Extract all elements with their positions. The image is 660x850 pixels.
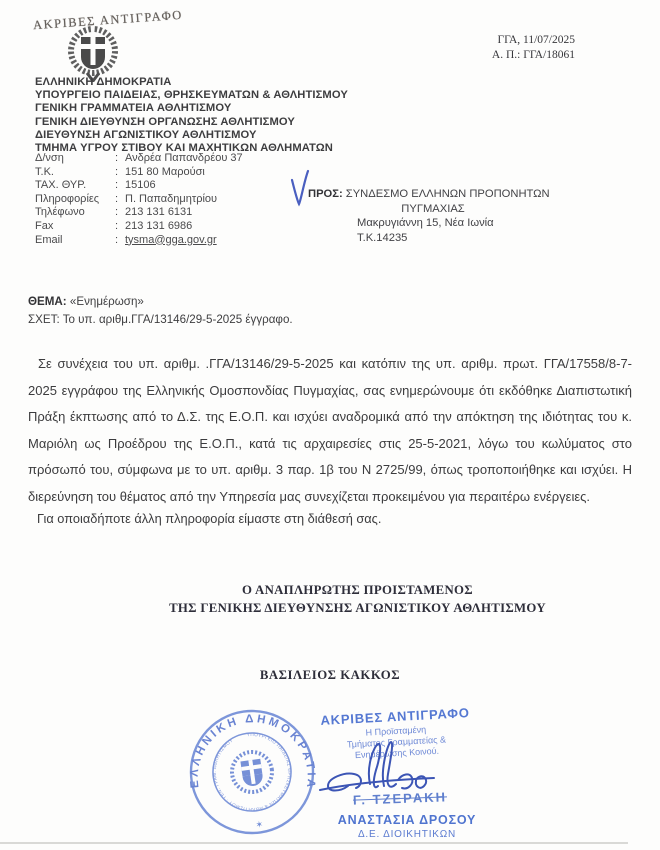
contact-row-postcode [35,166,243,180]
subject-line [28,295,144,308]
seal-star: ✶ [254,819,264,830]
contact-value: Ανδρέα Παπανδρέου 37 [125,152,243,164]
recipient-address: Μακρυγιάννη 15, Νέα Ιωνία [357,217,494,229]
recipient-postal-code: Τ.Κ.14235 [357,231,408,244]
contact-colon: : [115,206,119,219]
header-line: ΓΕΝΙΚΗ ΓΡΑΜΜΑΤΕΙΑ ΑΘΛΗΤΙΣΜΟΥ [35,102,232,115]
body-paragraph: Σε συνέχεια του υπ. αριθμ. .ΓΓΑ/13146/29-5-2025 και κατόπιν της υπ. αριθμ. πρωτ. ΓΓΑ/17558/8-7-2025 εγγράφου της Ελληνικής Ομοσπονδίας Πυγμαχίας, σας ενημερώνουμε ότι εκδόθηκε Διαπιστωτική Πράξη έκπτωσης από το Δ.Σ. της Ε.Ο.Π. και ισχύει αναδρομικά από την απόκτηση της ιδιότητας του κ. Μαριόλη ως Προέδρου της Ε.Ο.Π., κατά τις αρχαιρεσίες στις 25-5-2021, λόγω του κωλύματος στο πρόσωπό του, σύμφωνα με το υπ. αριθμ. 3 παρ. 1β του Ν 2725/99, όπως τροποποιήθηκε και ισχύει. Η διερεύνηση του θέματος από την Υπηρεσία μας συνεχίζεται προκειμένου για περαιτέρω ενέργειες. [28,356,632,504]
certified-copy-imprint: ΑΚΡΙΒΕΣ ΑΝΤΙΓΡΑΦΟ [32,7,184,33]
certification-heading: ΑΚΡΙΒΕΣ ΑΝΤΙΓΡΑΦΟ [320,705,471,728]
contact-value: 151 80 Μαρούσι [125,165,205,178]
seal-inner-text: ΥΠΟΥΡΓΕΙΟ ΠΑΙΔΕΙΑΣ ΘΡΗΣΚΕΥΜΑΤΩΝ & ΑΘΛΗΤΙΣΜΟΥ · ΓΕΝ. ΓΡΑΜ. ΑΘΛΗΤΙΣΜΟΥ [211,731,292,813]
contact-label: Πληροφορίες [35,192,100,205]
certification-line1: Η Προϊσταμένη [365,724,427,738]
contact-row-information [35,193,243,207]
contact-colon: : [115,152,119,164]
certifying-officer-role: Δ.Ε. ΔΙΟΙΚΗΤΙΚΩΝ [357,829,457,840]
signatory-title-line2: ΤΗΣ ΓΕΝΙΚΗΣ ΔΙΕΥΘΥΝΣΗΣ ΑΓΩΝΙΣΤΙΚΟΥ ΑΘΛΗΤΙΣΜΟΥ [169,600,546,615]
reference-label: ΣΧΕΤ: [28,313,60,326]
header-line: ΔΙΕΥΘΥΝΣΗ ΑΓΩΝΙΣΤΙΚΟΥ ΑΘΛΗΤΙΣΜΟΥ [35,128,257,141]
contact-value: Π. Παπαδημητρίου [125,192,218,205]
contact-colon: : [115,192,119,205]
contact-colon: : [115,219,119,232]
contact-label: Τηλέφωνο [35,206,85,219]
recipient-label: ΠΡΟΣ: [308,188,343,200]
seal-outer-text: ΕΛΛΗΝΙΚΗ ΔΗΜΟΚΡΑΤΙΑ [188,713,317,791]
recipient-name-line2: ΠΥΓΜΑΧΙΑΣ [401,202,465,215]
subject-text: «Ενημέρωση» [69,295,144,308]
signatory-title [80,582,635,617]
contact-value: 15106 [125,179,156,192]
contact-row-telephone [35,206,243,220]
crossed-out-name: Γ. ΤΖΕΡΑΚΗ [352,789,448,808]
signatory-name: ΒΑΣΙΛΕΙΟΣ ΚΑΚΚΟΣ [259,668,401,682]
certifying-officer-block [312,813,502,840]
recipient-line [308,188,558,200]
contact-value: 213 131 6986 [125,219,193,232]
email-link[interactable]: tysma@gga.gov.gr [125,233,217,246]
contact-label: Fax [35,219,54,232]
contact-row-fax [35,220,243,234]
contact-label: Δ/νση [35,152,64,164]
signatory-title-line1: Ο ΑΝΑΠΛΗΡΩΤΗΣ ΠΡΟΙΣΤΑΜΕΝΟΣ [242,583,473,597]
contact-colon: : [115,233,119,246]
certifying-officer-name: ΑΝΑΣΤΑΣΙΑ ΔΡΟΣΟΥ [337,813,477,827]
reference-text: Το υπ. αριθμ.ΓΓΑ/13146/29-5-2025 έγγραφο. [62,313,293,326]
greek-national-emblem-icon [60,24,126,82]
recipient-block [308,188,558,244]
header-line: ΓΕΝΙΚΗ ΔΙΕΥΘΥΝΣΗ ΟΡΓΑΝΩΣΗΣ ΑΘΛΗΤΙΣΜΟΥ [35,115,295,128]
protocol-number: Α. Π.: ΓΓΑ/18061 [491,49,575,61]
contact-colon: : [115,179,119,192]
certification-line3: Ενημέρωσης Κοινού. [354,745,440,761]
certification-line2: Τμήματος Γραμματείας & [346,734,447,750]
contact-label: Τ.Κ. [35,165,54,178]
contact-value: 213 131 6131 [125,206,193,219]
header-line: ΤΜΗΜΑ ΥΓΡΟΥ ΣΤΙΒΟΥ ΚΑΙ ΜΑΧΗΤΙΚΩΝ ΑΘΛΗΜΑΤΩΝ [35,142,333,155]
contact-label: ΤΑΧ. ΘΥΡ. [35,179,87,192]
date-protocol-block [430,33,575,63]
agency-header [35,76,348,155]
reference-line [28,313,293,326]
closing-paragraph: Για οποιαδήποτε άλλη πληροφορία είμαστε στη διάθεσή σας. [37,511,382,526]
contact-info-block [35,152,243,247]
scan-edge-line [0,842,628,844]
subject-label: ΘΕΜΑ: [28,295,67,308]
contact-row-email [35,234,243,248]
contact-row-address [35,152,243,166]
header-line: ΕΛΛΗΝΙΚΗ ΔΗΜΟΚΡΑΤΙΑ [35,76,172,88]
contact-colon: : [115,165,119,178]
contact-label: Email [35,233,63,246]
contact-row-pobox [35,179,243,193]
recipient-name: ΣΥΝΔΕΣΜΟ ΕΛΛΗΝΩΝ ΠΡΟΠΟΝΗΤΩΝ [345,188,550,200]
document-date: ΓΓΑ, 11/07/2025 [497,34,575,46]
header-line: ΥΠΟΥΡΓΕΙΟ ΠΑΙΔΕΙΑΣ, ΘΡΗΣΚΕΥΜΑΤΩΝ & ΑΘΛΗΤΙΣΜΟΥ [35,89,348,102]
